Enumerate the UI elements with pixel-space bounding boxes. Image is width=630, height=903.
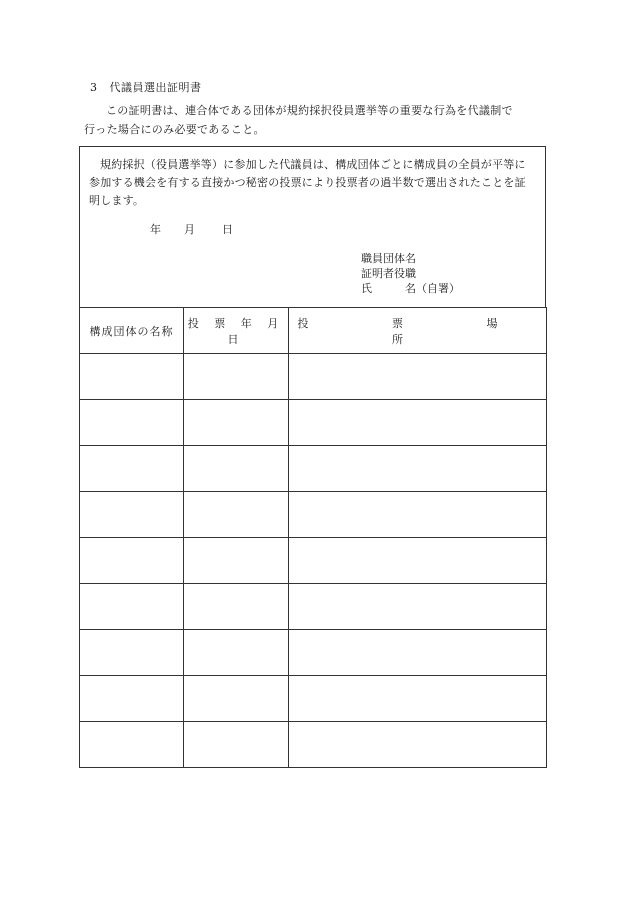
signature-role-label: 証明者役職	[361, 267, 416, 280]
cell-vote-place[interactable]	[289, 630, 547, 676]
section-heading	[90, 79, 202, 95]
cell-vote-place[interactable]	[289, 676, 547, 722]
table-row	[80, 584, 547, 630]
cell-org-name[interactable]	[80, 538, 184, 584]
cell-vote-place[interactable]	[289, 584, 547, 630]
table-row	[80, 722, 547, 768]
voting-table	[79, 307, 547, 768]
signature-name-label: 氏 名（自署）	[361, 282, 460, 295]
table-row	[80, 676, 547, 722]
cell-org-name[interactable]	[80, 630, 184, 676]
table-row	[80, 354, 547, 400]
cell-vote-date[interactable]	[184, 446, 289, 492]
cell-org-name[interactable]	[80, 446, 184, 492]
header-vote-place: 投 票 場 所	[289, 308, 547, 354]
table-row	[80, 492, 547, 538]
cell-vote-place[interactable]	[289, 400, 547, 446]
signature-org-label: 職員団体名	[361, 252, 416, 265]
cell-vote-date[interactable]	[184, 584, 289, 630]
cell-vote-date[interactable]	[184, 538, 289, 584]
table-row	[80, 630, 547, 676]
date-line	[150, 221, 233, 237]
table-row	[80, 538, 547, 584]
cell-org-name[interactable]	[80, 722, 184, 768]
signature-block	[361, 251, 460, 296]
cell-org-name[interactable]	[80, 354, 184, 400]
certificate-text: 規約採択（役員選挙等）に参加した代議員は、構成団体ごとに構成員の全員が平等に参加する機会を有する直接かつ秘密の投票により投票者の過半数で選出されたことを証明します。	[89, 158, 526, 207]
cell-vote-place[interactable]	[289, 354, 547, 400]
table-row	[80, 400, 547, 446]
table-header-row	[80, 308, 547, 354]
cell-vote-date[interactable]	[184, 400, 289, 446]
cell-vote-date[interactable]	[184, 630, 289, 676]
cell-vote-date[interactable]	[184, 676, 289, 722]
cell-vote-date[interactable]	[184, 354, 289, 400]
header-org-name: 構成団体の名称	[80, 308, 184, 354]
cell-vote-place[interactable]	[289, 492, 547, 538]
intro-line-2: 行った場合にのみ必要であること。	[84, 123, 265, 136]
cell-vote-date[interactable]	[184, 492, 289, 538]
table-row	[80, 446, 547, 492]
intro-paragraph	[84, 101, 554, 139]
cell-vote-date[interactable]	[184, 722, 289, 768]
date-year-label: 年	[150, 223, 161, 236]
cell-vote-place[interactable]	[289, 538, 547, 584]
header-vote-date: 投 票 年 月 日	[184, 308, 289, 354]
cell-vote-place[interactable]	[289, 446, 547, 492]
intro-line-1: この証明書は、連合体である団体が規約採択役員選挙等の重要な行為を代議制で	[106, 104, 513, 117]
date-day-label: 日	[222, 223, 233, 236]
cell-vote-place[interactable]	[289, 722, 547, 768]
section-number: 3	[90, 81, 98, 94]
cell-org-name[interactable]	[80, 676, 184, 722]
cell-org-name[interactable]	[80, 400, 184, 446]
section-title: 代議員選出証明書	[109, 81, 202, 94]
certificate-box	[79, 146, 546, 307]
date-month-label: 月	[184, 223, 195, 236]
cell-org-name[interactable]	[80, 584, 184, 630]
cell-org-name[interactable]	[80, 492, 184, 538]
